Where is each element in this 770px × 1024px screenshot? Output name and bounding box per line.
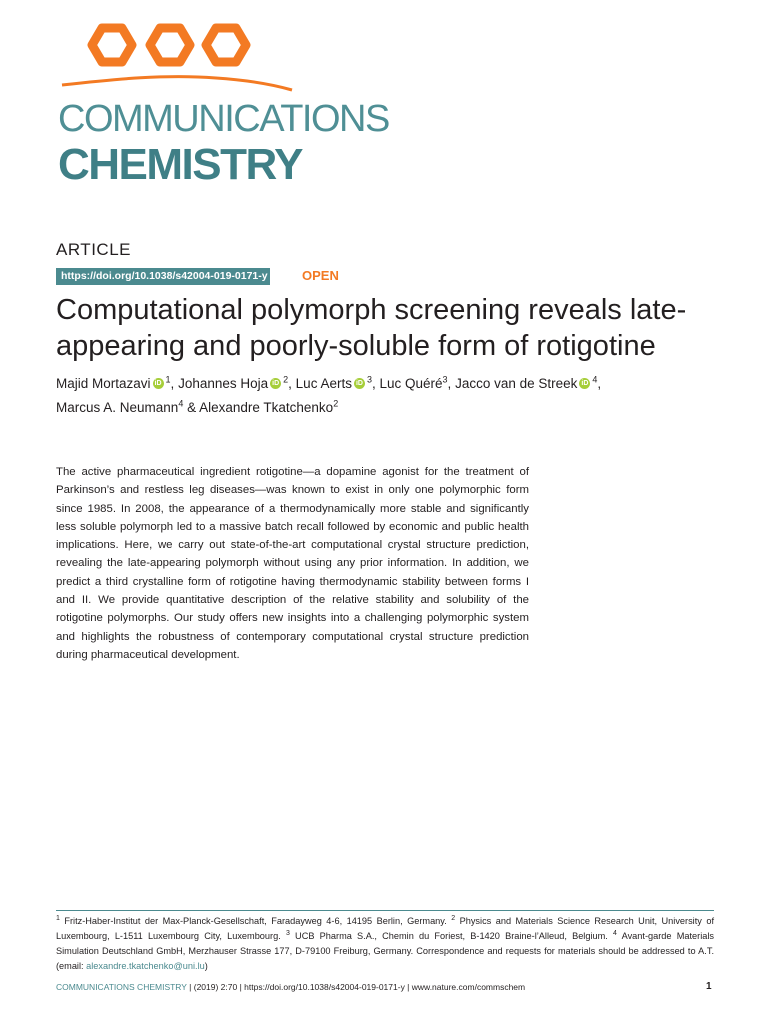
affiliation-number: 4 bbox=[613, 929, 617, 937]
journal-logo-icon bbox=[56, 22, 296, 102]
author-affiliation-number: 4 bbox=[178, 398, 184, 409]
footer-citation[interactable]: | (2019) 2:70 | https://doi.org/10.1038/s42004-019-0171-y | www.nature.com/commschem bbox=[186, 982, 526, 992]
affiliation-text: UCB Pharma S.A., Chemin du Foriest, B-1420 Braine-l’Alleud, Belgium. bbox=[289, 931, 614, 941]
correspondence-text: Correspondence and requests for materials should be addressed to A.T. (email: bbox=[56, 946, 714, 971]
correspondence-email-link[interactable]: alexandre.tkatchenko@uni.lu bbox=[86, 961, 205, 971]
affiliation-number: 3 bbox=[285, 929, 290, 937]
orcid-icon[interactable]: iD bbox=[581, 379, 589, 387]
affiliation-number: 2 bbox=[451, 914, 456, 922]
author-name[interactable]: Johannes Hoja bbox=[178, 376, 269, 391]
article-title: Computational polymorph screening reveals late-appearing and poorly-soluble form of rotigotine bbox=[56, 294, 687, 362]
author-affiliation-number: 4 bbox=[592, 374, 598, 385]
author-name[interactable]: Marcus A. Neumann bbox=[56, 400, 179, 415]
orcid-icon[interactable]: iD bbox=[154, 379, 162, 387]
author-affiliation-number: 1 bbox=[165, 374, 171, 385]
author-affiliation-number: 2 bbox=[333, 398, 339, 409]
abstract: The active pharmaceutical ingredient rotigotine—a dopamine agonist for the treatment of Parkinson’s and restless leg diseases—was known to exist in only one polymorphic form since 1985. In 2008, the appearance of a thermodynamically more stable and significantly less soluble polymorph led to a massive batch recall followed by economic and public health implications. Here, we carry out state-of-the-art computational crystal structure prediction, revealing the late-appearing polymorph without using any prior information. In addition, we predict a third crystalline form of rotigotine having thermodynamic stability between forms I and II. We provide quantitative description of the relative stability and solubility of the rotigotine polymorphs. Our study offers new insights into a challenging polymorphic system and highlights the robustness of contemporary computational crystal structure prediction during pharmaceutical development. bbox=[56, 466, 529, 661]
author-list: Majid Mortazavi iD $^1$, Johannes Hoja iD $^2$, Luc Aerts iD $^3$, Luc Quéré$^3$, Jacco van de Streek iD $^4$, Marcus A. Neumann$^4$ & Alexandre Tkatchenko$^2$ bbox=[56, 374, 602, 415]
journal-name-line1: COMMUNICATIONS bbox=[58, 98, 389, 140]
page-number: 1 bbox=[706, 981, 712, 992]
author-affiliation-number: 3 bbox=[442, 374, 448, 385]
affiliation-text: Avant-garde Materials Simulation Deutschland GmbH, Merzhauser Strasse 177, D-79100 Freiburg, Germany. bbox=[56, 931, 714, 956]
page-footer bbox=[56, 982, 525, 992]
author-name[interactable]: Luc Quéré bbox=[379, 376, 443, 391]
footer-journal-name: COMMUNICATIONS CHEMISTRY bbox=[56, 982, 187, 992]
orcid-icon[interactable]: iD bbox=[355, 379, 363, 387]
open-access-label: OPEN bbox=[302, 268, 339, 283]
journal-name-line2: CHEMISTRY bbox=[58, 140, 302, 189]
affiliations-footnote bbox=[56, 914, 714, 974]
footnote-divider bbox=[56, 910, 714, 911]
orcid-icon[interactable]: iD bbox=[272, 379, 280, 387]
affiliation-number: 1 bbox=[56, 914, 60, 922]
author-affiliation-number: 2 bbox=[283, 374, 289, 385]
correspondence-close: ) bbox=[204, 961, 208, 971]
author-name[interactable]: Majid Mortazavi bbox=[56, 376, 151, 391]
author-name[interactable]: Alexandre Tkatchenko bbox=[199, 400, 334, 415]
affiliation-text: Physics and Materials Science Research Unit, University of Luxembourg, L-1511 Luxembourg City, Luxembourg. bbox=[56, 916, 714, 941]
author-name[interactable]: Luc Aerts bbox=[295, 376, 352, 391]
doi-badge[interactable]: https://doi.org/10.1038/s42004-019-0171-y bbox=[56, 268, 270, 285]
article-type-label: ARTICLE bbox=[56, 240, 131, 259]
author-affiliation-number: 3 bbox=[366, 374, 372, 385]
author-name[interactable]: Jacco van de Streek bbox=[455, 376, 578, 391]
affiliation-text: Fritz-Haber-Institut der Max-Planck-Gesellschaft, Faradayweg 4-6, 14195 Berlin, Germany. bbox=[59, 916, 452, 926]
